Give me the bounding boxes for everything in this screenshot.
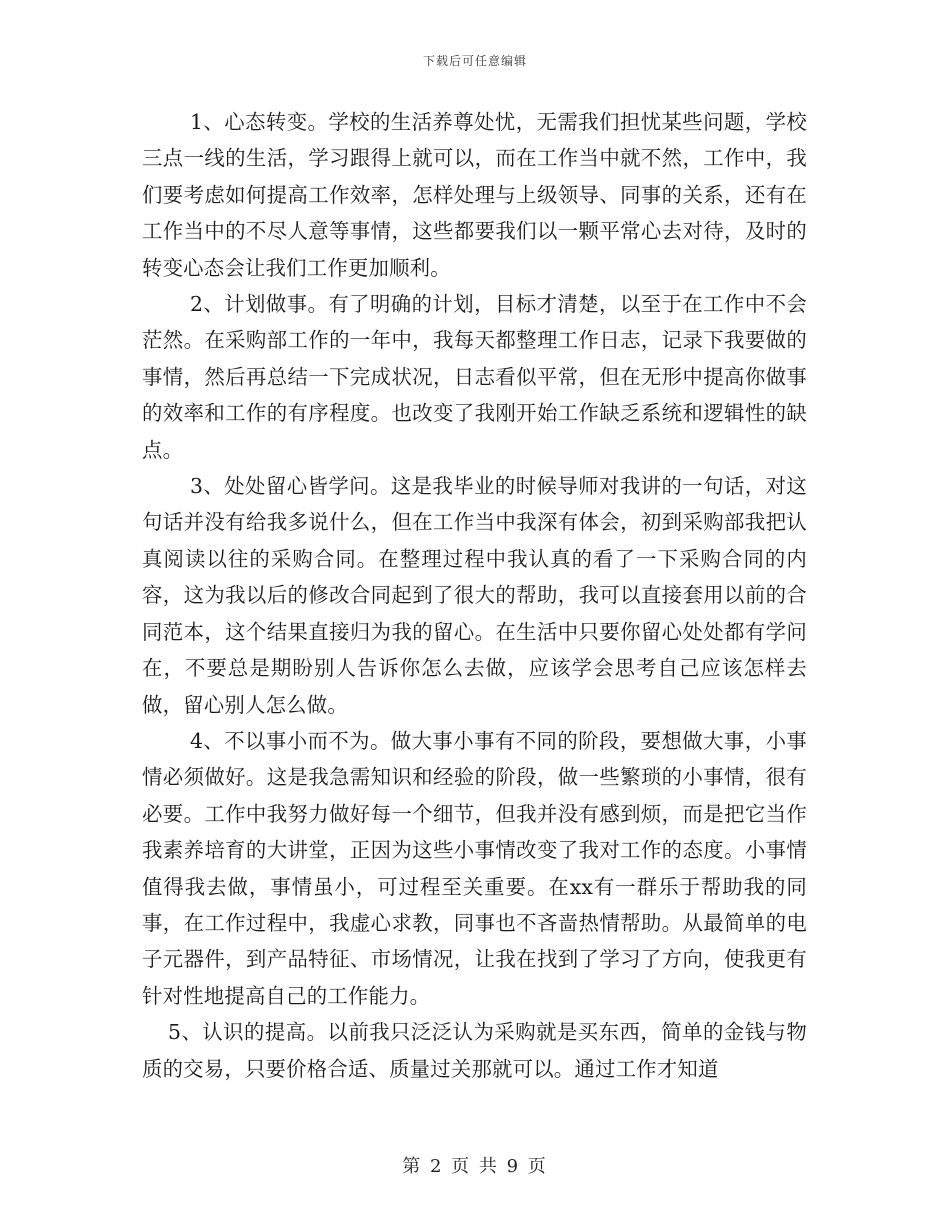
document-body	[142, 104, 807, 1087]
paragraph-3: 3、处处留心皆学问。这是我毕业的时候导师对我讲的一句话，对这句话并没有给我多说什么，但在工作当中我深有体会，初到采购部我把认真阅读以往的采购合同。在整理过程中我认真的看了一下采购合同的内容，这为我以后的修改合同起到了很大的帮助，我可以直接套用以前的合同范本，这个结果直接归为我的留心。在生活中只要你留心处处都有学问在，不要总是期盼别人告诉你怎么去做，应该学会思考自己应该怎样去做，留心别人怎么做。	[142, 474, 807, 717]
paragraph-5: 5、认识的提高。以前我只泛泛认为采购就是买东西，简单的金钱与物质的交易，只要价格合适、质量过关那就可以。通过工作才知道	[142, 1020, 807, 1081]
paragraph-1: 1、心态转变。学校的生活养尊处忧，无需我们担忧某些问题，学校三点一线的生活，学习跟得上就可以，而在工作当中就不然，工作中，我们要考虑如何提高工作效率，怎样处理与上级领导、同事的关系，还有在工作当中的不尽人意等事情，这些都要我们以一颗平常心去对待，及时的转变心态会让我们工作更加顺利。	[142, 110, 807, 280]
page-header: 下载后可任意编辑	[422, 54, 527, 68]
paragraph-2: 2、计划做事。有了明确的计划，目标才清楚，以至于在工作中不会茫然。在采购部工作的一年中，我每天都整理工作日志，记录下我要做的事情，然后再总结一下完成状况，日志看似平常，但在无形中提高你做事的效率和工作的有序程度。也改变了我刚开始工作缺乏系统和逻辑性的缺点。	[142, 292, 807, 462]
page-footer: 第 2 页 共 9 页	[402, 1156, 548, 1177]
paragraph-4: 4、不以事小而不为。做大事小事有不同的阶段，要想做大事，小事情必须做好。这是我急需知识和经验的阶段，做一些繁琐的小事情，很有必要。工作中我努力做好每一个细节，但我并没有感到烦，而是把它当作我素养培育的大讲堂，正因为这些小事情改变了我对工作的态度。小事情值得我去做，事情虽小，可过程至关重要。在xx有一群乐于帮助我的同事，在工作过程中，我虚心求教，同事也不吝啬热情帮助。从最简单的电子元器件，到产品特征、市场情况，让我在找到了学习了方向，使我更有针对性地提高自己的工作能力。	[142, 728, 807, 1008]
